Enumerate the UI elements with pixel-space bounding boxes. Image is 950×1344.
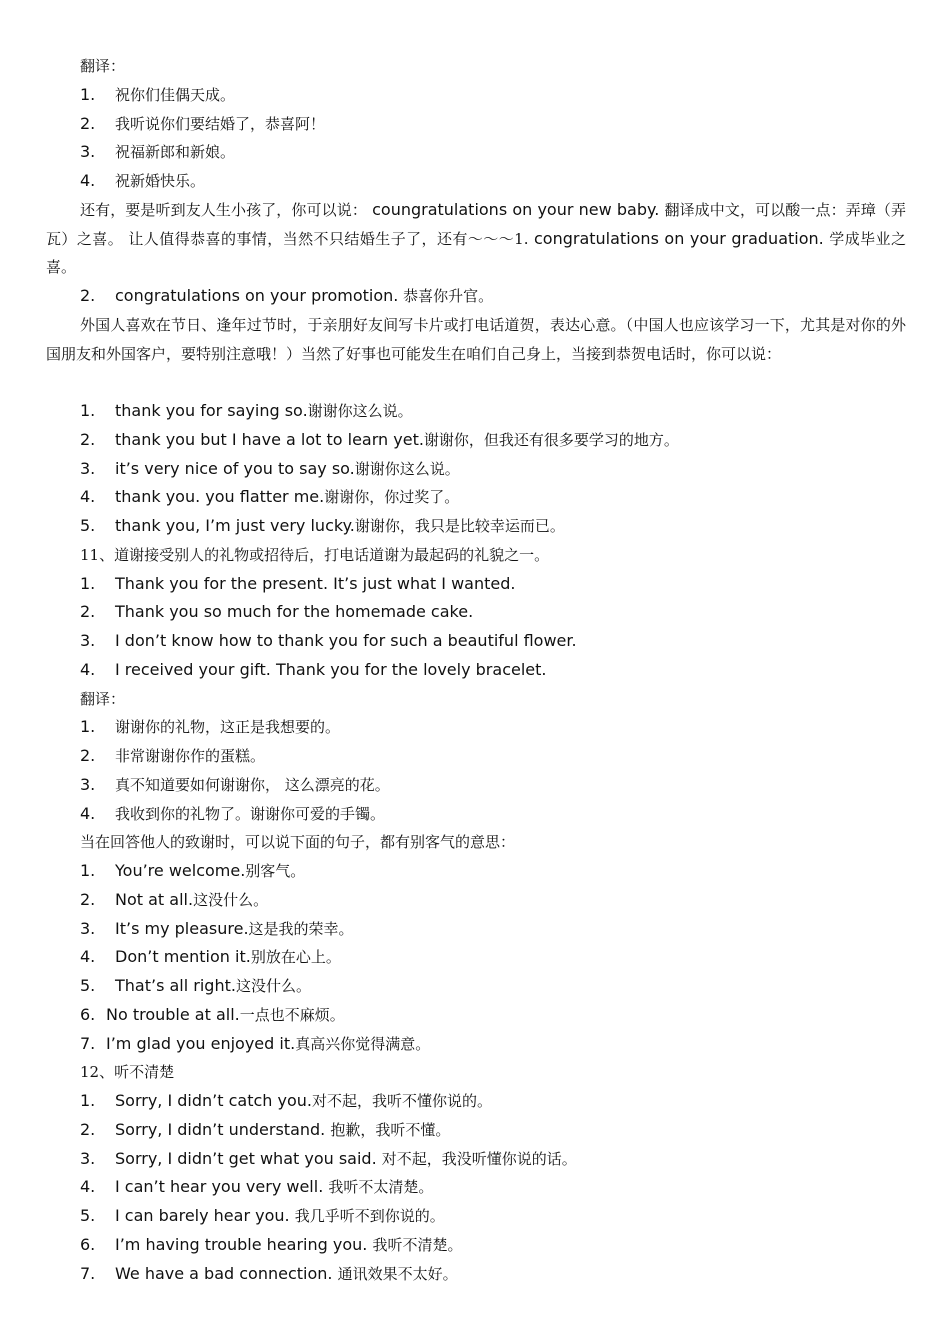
list-item: 7. I’m glad you enjoyed it.真高兴你觉得满意。 bbox=[80, 1033, 431, 1053]
list-item: 2. Thank you so much for the homemade cake. bbox=[80, 602, 474, 622]
list-item: 3. Sorry, I didn’t get what you said. 对不起，我没听懂你说的话。 bbox=[80, 1148, 577, 1168]
list-item: 2. 我听说你们要结婚了，恭喜阿！ bbox=[80, 113, 326, 133]
translation-heading: 翻译： bbox=[80, 57, 126, 75]
list-item: 1. thank you for saying so.谢谢你这么说。 bbox=[80, 401, 413, 420]
list-item: 4. 祝新婚快乐。 bbox=[80, 171, 206, 190]
list-item: 1. 祝你们佳偶天成。 bbox=[80, 84, 236, 104]
list-item: 5. I can barely hear you. 我几乎听不到你说的。 bbox=[80, 1206, 445, 1225]
list-item: 2. Not at all.这没什么。 bbox=[80, 889, 269, 909]
list-item: 2. congratulations on your promotion. 恭喜你升官。 bbox=[80, 286, 494, 305]
list-item: 5. thank you, I’m just very lucky.谢谢你，我只是比较幸运而已。 bbox=[80, 516, 565, 535]
list-item: 3. 祝福新郎和新娘。 bbox=[80, 142, 236, 162]
list-item: 6. No trouble at all.一点也不麻烦。 bbox=[80, 1004, 345, 1024]
list-item: 3. 真不知道要如何谢谢你， 这么漂亮的花。 bbox=[80, 774, 390, 794]
list-item: 2. Sorry, I didn’t understand. 抱歉，我听不懂。 bbox=[80, 1119, 451, 1139]
list-item: 3. it’s very nice of you to say so.谢谢你这么说。 bbox=[80, 458, 460, 478]
document-body bbox=[46, 52, 906, 1288]
list-item: 6. I’m having trouble hearing you. 我听不清楚。 bbox=[80, 1234, 463, 1254]
welcome-heading: 当在回答他人的致谢时，可以说下面的句子，都有别客气的意思： bbox=[80, 833, 516, 852]
list-item: 3. It’s my pleasure.这是我的荣幸。 bbox=[80, 918, 354, 938]
list-item: 4. I received your gift. Thank you for the lovely bracelet. bbox=[80, 659, 547, 679]
section-heading-12: 12、听不清楚 bbox=[80, 1063, 175, 1082]
list-item: 2. thank you but I have a lot to learn yet.谢谢你，但我还有很多要学习的地方。 bbox=[80, 429, 679, 449]
translation-heading: 翻译： bbox=[80, 689, 126, 708]
list-item: 1. You’re welcome.别客气。 bbox=[80, 861, 306, 880]
list-item: 4. 我收到你的礼物了。谢谢你可爱的手镯。 bbox=[80, 803, 386, 823]
list-item: 3. I don’t know how to thank you for such a beautiful flower. bbox=[80, 631, 577, 650]
list-item: 4. I can’t hear you very well. 我听不太清楚。 bbox=[80, 1177, 434, 1197]
list-item: 1. 谢谢你的礼物，这正是我想要的。 bbox=[80, 717, 341, 737]
list-item: 1. Thank you for the present. It’s just what I wanted. bbox=[80, 573, 516, 593]
list-item: 7. We have a bad connection. 通讯效果不太好。 bbox=[80, 1263, 458, 1283]
list-item: 4. Don’t mention it.别放在心上。 bbox=[80, 947, 341, 967]
paragraph-greetings: 外国人喜欢在节日、逢年过节时，于亲朋好友间写卡片或打电话道贺，表达心意。（中国人也应该学习一下，尤其是对你的外国朋友和外国客户，要特别注意哦！）当然了好事也可能发生在咱们自己身上，当接到恭贺电话时，你可以说： bbox=[46, 315, 906, 363]
list-item: 2. 非常谢谢你作的蛋糕。 bbox=[80, 746, 266, 765]
paragraph-new-baby: 还有，要是听到友人生小孩了，你可以说： coungratulations on your new baby. 翻译成中文，可以酸一点：弄璋（弄瓦）之喜。 让人值得恭喜的事情，当然不只结婚生子了，还有～～～1. congratulations on your graduation. 学成毕业之喜。 bbox=[46, 199, 906, 277]
list-item: 4. thank you. you flatter me.谢谢你，你过奖了。 bbox=[80, 487, 460, 507]
list-item: 1. Sorry, I didn’t catch you.对不起，我听不懂你说的。 bbox=[80, 1091, 493, 1110]
section-heading-11: 11、道谢接受别人的礼物或招待后，打电话道谢为最起码的礼貌之一。 bbox=[80, 545, 550, 564]
list-item: 5. That’s all right.这没什么。 bbox=[80, 976, 311, 995]
